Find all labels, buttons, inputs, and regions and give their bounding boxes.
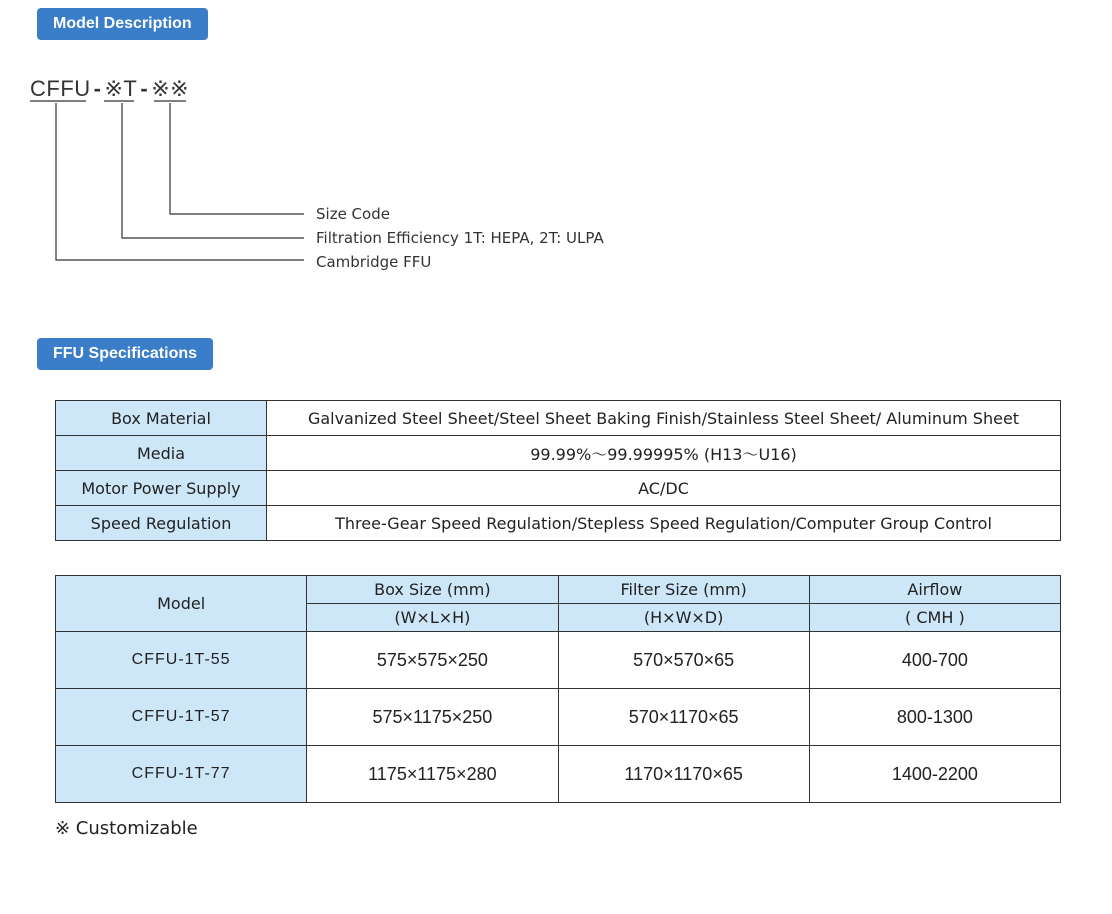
header-airflow: Airflow [809, 576, 1060, 604]
specifications-table [55, 400, 1061, 541]
table-row [56, 689, 1061, 746]
model-name: CFFU-1T-55 [56, 632, 307, 689]
header-filter-size-unit: (H×W×D) [558, 604, 809, 632]
table-row [56, 632, 1061, 689]
code-prefix: CFFU [30, 76, 91, 101]
spec-label: Motor Power Supply [56, 471, 267, 506]
box-size-value: 1175×1175×280 [307, 746, 558, 803]
table-header-row [56, 576, 1061, 604]
table-row [56, 506, 1061, 541]
code-separator: - [140, 76, 149, 101]
table-row [56, 436, 1061, 471]
size-code-label: Size Code [316, 205, 390, 223]
header-airflow-unit: ( CMH ) [809, 604, 1060, 632]
filter-size-value: 1170×1170×65 [558, 746, 809, 803]
code-separator: - [93, 76, 102, 101]
cambridge-ffu-label: Cambridge FFU [316, 253, 432, 271]
table-row [56, 471, 1061, 506]
table-row [56, 746, 1061, 803]
code-leader-lines [0, 0, 1112, 300]
spec-label: Media [56, 436, 267, 471]
spec-value: Three-Gear Speed Regulation/Stepless Speed Regulation/Computer Group Control [267, 506, 1061, 541]
box-size-value: 575×575×250 [307, 632, 558, 689]
spec-value: Galvanized Steel Sheet/Steel Sheet Baking Finish/Stainless Steel Sheet/ Aluminum Sheet [267, 401, 1061, 436]
box-size-value: 575×1175×250 [307, 689, 558, 746]
models-table [55, 575, 1061, 803]
header-model: Model [56, 576, 307, 632]
header-filter-size: Filter Size (mm) [558, 576, 809, 604]
code-size: ※※ [151, 76, 190, 101]
customizable-note: ※ Customizable [55, 818, 198, 839]
model-description-tag: Model Description [37, 8, 208, 40]
code-efficiency: ※T [104, 76, 138, 101]
spec-value: 99.99%～99.99995% (H13～U16) [267, 436, 1061, 471]
header-box-size-unit: (W×L×H) [307, 604, 558, 632]
airflow-value: 800-1300 [809, 689, 1060, 746]
spec-label: Speed Regulation [56, 506, 267, 541]
model-name: CFFU-1T-77 [56, 746, 307, 803]
filtration-efficiency-label: Filtration Efficiency 1T: HEPA, 2T: ULPA [316, 229, 604, 247]
header-box-size: Box Size (mm) [307, 576, 558, 604]
model-name: CFFU-1T-57 [56, 689, 307, 746]
spec-value: AC/DC [267, 471, 1061, 506]
ffu-specifications-tag: FFU Specifications [37, 338, 213, 370]
table-row [56, 401, 1061, 436]
airflow-value: 1400-2200 [809, 746, 1060, 803]
airflow-value: 400-700 [809, 632, 1060, 689]
spec-label: Box Material [56, 401, 267, 436]
filter-size-value: 570×570×65 [558, 632, 809, 689]
filter-size-value: 570×1170×65 [558, 689, 809, 746]
